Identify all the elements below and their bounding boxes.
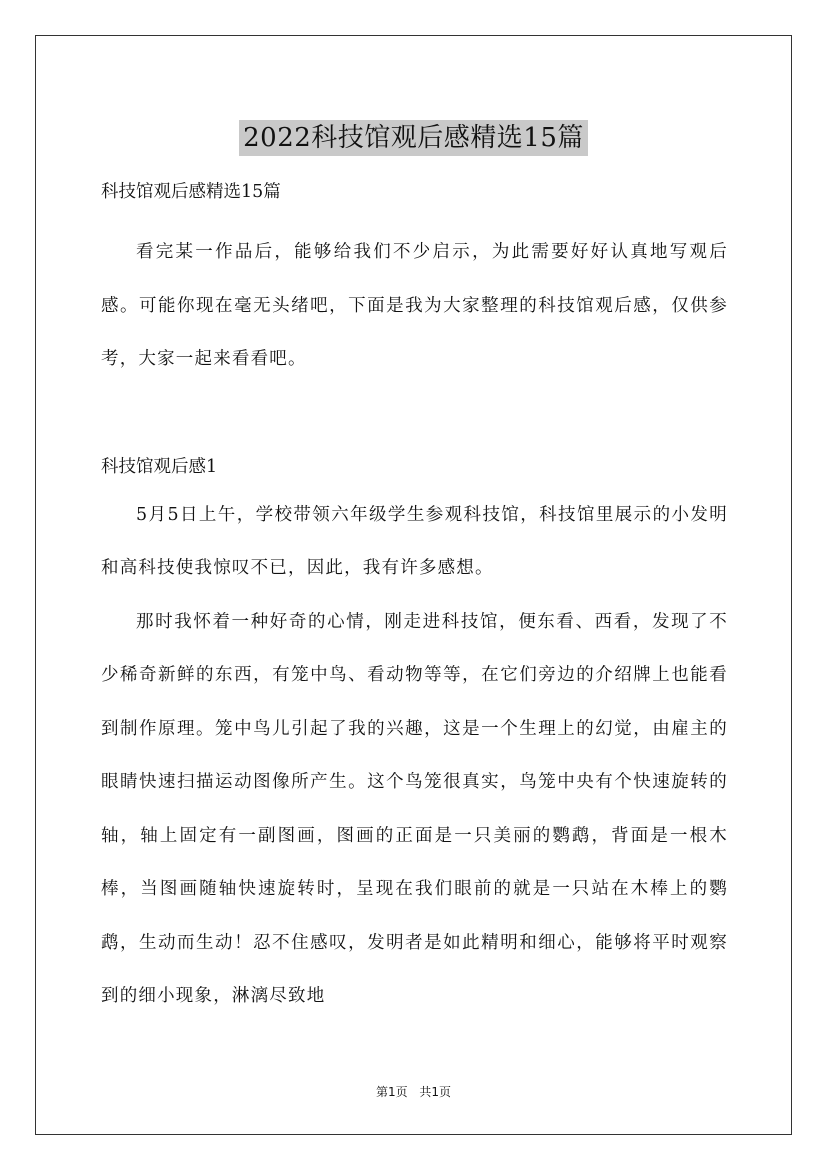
page-footer (0, 1083, 827, 1100)
document-title: 2022科技馆观后感精选15篇 (239, 120, 588, 156)
section-heading: 科技馆观后感1 (101, 456, 218, 477)
total-pages: 共1页 (419, 1085, 452, 1099)
document-subtitle: 科技馆观后感精选15篇 (101, 182, 281, 202)
document-body (101, 172, 728, 1024)
body-paragraph: 那时我怀着一种好奇的心情，刚走进科技馆，便东看、西看，发现了不少稀奇新鲜的东西，有笼中鸟、看动物等等，在它们旁边的介绍牌上也能看到制作原理。笼中鸟儿引起了我的兴趣，这是一个生理上的幻觉，由雇主的眼睛快速扫描运动图像所产生。这个鸟笼很真实，鸟笼中央有个快速旋转的轴，轴上固定有一副图画，图画的正面是一只美丽的鹦鹉，背面是一根木棒，当图画随轴快速旋转时，呈现在我们眼前的就是一只站在木棒上的鹦鹉，生动而生动！忍不住感叹，发明者是如此精明和细心，能够将平时观察到的细小现象，淋漓尽致地 (101, 611, 728, 1006)
page-number: 第1页 (375, 1085, 408, 1099)
title-container (0, 103, 827, 174)
intro-paragraph: 看完某一作品后，能够给我们不少启示，为此需要好好认真地写观后感。可能你现在毫无头绪吧，下面是我为大家整理的科技馆观后感，仅供参考，大家一起来看看吧。 (101, 242, 728, 369)
body-paragraph: 5月5日上午，学校带领六年级学生参观科技馆，科技馆里展示的小发明和高科技使我惊叹不已，因此，我有许多感想。 (101, 504, 728, 578)
